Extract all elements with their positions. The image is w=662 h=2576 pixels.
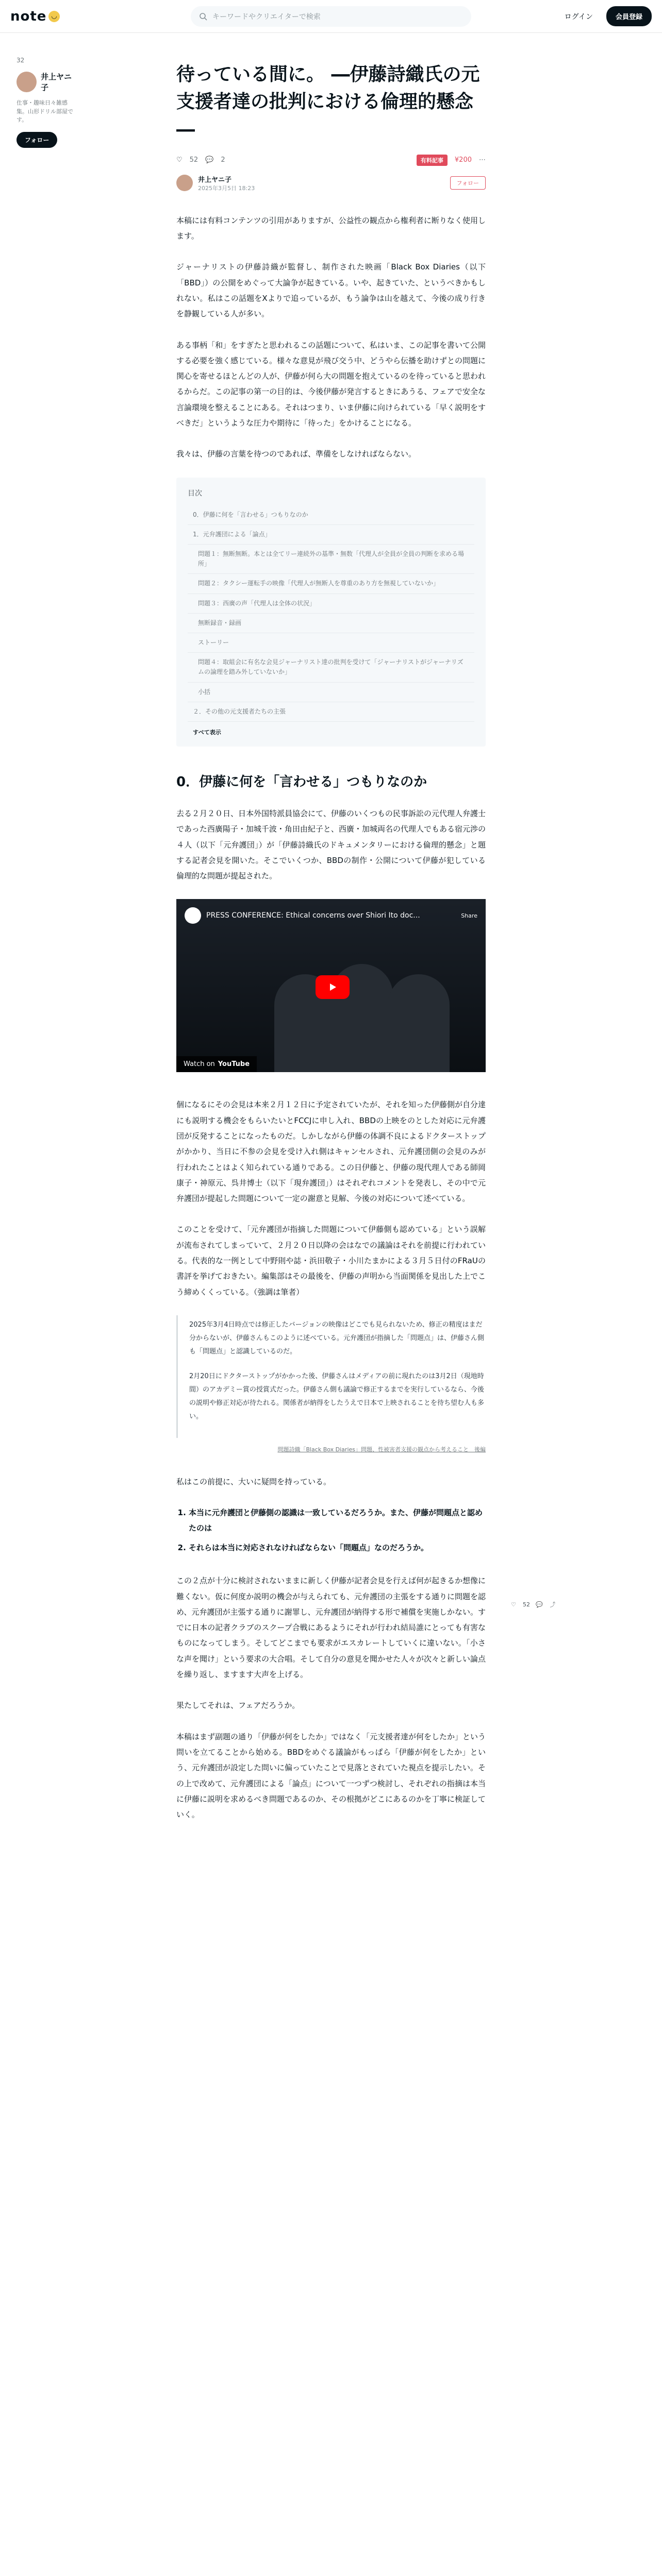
- creator-sidebar: [16, 57, 78, 148]
- author-row: [176, 174, 486, 192]
- table-of-contents: [176, 478, 486, 747]
- author-avatar[interactable]: [176, 175, 193, 191]
- page-title: 待っている間に。 ―伊藤詩織氏の元支援者達の批判における倫理的懸念―: [176, 64, 480, 140]
- toc-show-all-link[interactable]: すべて表示: [193, 728, 221, 736]
- video-speaker: [388, 974, 450, 1072]
- paragraph: 個になるにその会見は本来２月１２日に予定されていたが、それを知った伊藤側が自分達にも説明する機会をもらいたいとFCCJに申し入れ、BBDの上映をのとした対応に元弁護団が反発することになったものだ。しかしながら伊藤の体調不良によるドクターストップがかかり、当日に不参の会見を受け入れ側はキャンセルされ、元弁護団側の会見のみが行われたことはよく知られている通りである。この日伊藤と、伊藤の現代理人である師岡康子・神原元、呉井博士（以下「現弁護団」）はそれぞれコメントを発表し、その中で元弁護団が提起した問題について一定の謝意と見解、今後の対応について述べている。: [176, 1100, 486, 1204]
- list-item: 1. 本当に元弁護団と伊藤側の認識は一致しているだろうか。また、伊藤が問題点と認めたのは: [189, 1505, 486, 1536]
- creator-name[interactable]: 井上ヤニ子: [40, 72, 72, 92]
- login-link[interactable]: ログイン: [564, 12, 593, 21]
- toc-item[interactable]: 小括: [188, 683, 474, 702]
- quote-paragraph: 2月20日にドクターストップがかかった後、伊藤さんはメディアの前に現れたのは3月2日（現地時間）のアカデミー賞の授賞式だった。伊藤さん側も議論で修正するまでを実行しているなら、今後の説明や修正対応が待たれる。関係者が納得をしたうえで日本で上映されることを待ち望む人も多い。: [189, 1372, 485, 1420]
- article: [176, 61, 486, 1838]
- comment-icon[interactable]: 💬: [205, 156, 214, 164]
- search-input[interactable]: [191, 6, 471, 27]
- search-icon: [199, 12, 207, 21]
- comment-count: 2: [221, 156, 225, 164]
- toc-item[interactable]: 無断録音・録画: [188, 614, 474, 633]
- toc-heading: 目次: [188, 489, 202, 498]
- paragraph: 果たしてそれは、フェアだろうか。: [176, 1701, 300, 1710]
- author-name[interactable]: 井上ヤニ子: [198, 176, 232, 184]
- avatar[interactable]: [16, 72, 37, 92]
- floating-actions: [509, 1600, 557, 1608]
- quote-source-link[interactable]: 問題詩織「Black Box Diaries」問題、性被害者支援の観点から考えること 後編: [277, 1446, 486, 1453]
- point-list: [189, 1505, 486, 1555]
- heart-icon[interactable]: ♡: [511, 1601, 516, 1608]
- toc-item[interactable]: 0．伊藤に何を「言わせる」つもりなのか: [188, 505, 474, 525]
- watch-on-youtube[interactable]: [176, 1056, 257, 1072]
- play-button[interactable]: [316, 975, 350, 999]
- author-follow-button[interactable]: フォロー: [450, 176, 486, 190]
- toc-item[interactable]: ストーリー: [188, 633, 474, 653]
- note-logo[interactable]: [10, 9, 60, 24]
- toc-item[interactable]: 問題２：タクシー運転手の映像「代理人が無断人を尊重のあり方を無視していないか」: [188, 574, 474, 594]
- article-meta: [176, 155, 486, 166]
- paid-badge: 有料記事: [417, 155, 448, 166]
- creator-bio: 仕事・趣味日々雑感集。山形ドリル部屋です。: [16, 99, 73, 123]
- logo-face-icon: ◡: [48, 11, 60, 22]
- signup-button[interactable]: 会員登録: [606, 6, 652, 26]
- site-header: [0, 0, 662, 33]
- toc-item[interactable]: 1．元弁護団による「論点」: [188, 525, 474, 545]
- paragraph: 我々は、伊藤の言葉を待つのであれば、準備をしなければならない。: [176, 449, 417, 459]
- article-body: [176, 213, 486, 1823]
- embedded-video[interactable]: [176, 899, 486, 1072]
- logo-text: note: [10, 8, 47, 24]
- section-heading: 0．伊藤に何を「言わせる」つもりなのか: [176, 774, 427, 790]
- follow-button[interactable]: フォロー: [16, 132, 57, 148]
- sidebar-count: 32: [16, 57, 25, 64]
- paragraph: 私はこの前提に、大いに疑問を持っている。: [176, 1477, 332, 1486]
- publish-date: 2025年3月5日 18:23: [198, 184, 255, 192]
- share-icon[interactable]: ⤴: [550, 1601, 556, 1608]
- comment-icon[interactable]: 💬: [536, 1601, 543, 1608]
- paragraph: 本稿はまず副題の通り「伊藤が何をしたか」ではなく「元支援者達が何をしたか」という問いを立てることから始める。BBDをめぐる議論がもっぱら「伊藤が何をしたか」という、元弁護団が設定した問いに偏っていたことで見落とされていた視点を提示したい。その上で改めて、元弁護団による「論点」について一つずつ検討し、それぞれの指摘は本当に伊藤に説明を求めるべき問題であるのか、その根拠がどこにあるのかを丁寧に検証していく。: [176, 1732, 486, 1820]
- watch-on-label: Watch on: [184, 1060, 215, 1069]
- toc-item[interactable]: 問題３：西廣の声「代理人は全体の状況」: [188, 594, 474, 614]
- paragraph: 去る２月２０日、日本外国特派員協会にて、伊藤のいくつもの民事訴訟の元代理人弁護士であった西廣陽子・加城千波・角田由紀子と、西廣・加城両名の代理人でもある宿元渉の４人（以下「元弁護団」）が「伊藤詩織氏のドキュメンタリーにおける倫理的懸念」と題する記者会見を開いた。そこでいくつか、BBDの制作・公開について伊藤が犯している倫理的な問題が提起された。: [176, 808, 486, 881]
- more-icon[interactable]: ⋯: [479, 156, 486, 164]
- paragraph: この２点が十分に検討されないままに新しく伊藤が記者会見を行えば何が起きるか想像に難くない。仮に何度か説明の機会が与えられても、元弁護団の主張をする通りに問題を認め、元弁護団が主張する通りに謝罪し、元弁護団が納得する形で補償を実施しかない。すでに日本の記者クラブのスクープ合戦にあるようにそれが行われ結局誰にとっても有害なものになってしまう。そしてどこまでも要求がエスカレートしていくに違いない。「小さな声を聞け」という要求の大合唱。そして自分の意見を聞かせた人々が次々と新しい論点を繰り返し、ますます大声を上げる。: [176, 1576, 486, 1680]
- toc-item[interactable]: 問題４：取組会に有名な会見ジャーナリスト達の批判を受けて「ジャーナリストがジャーナリズムの論理を踏み外していないか」: [188, 653, 474, 682]
- toc-item[interactable]: 問題１：無断無断。本とは全てリー連続外の基準・無数「代理人が全員が全員の判断を求める場所」: [188, 545, 474, 574]
- like-count: 52: [523, 1601, 530, 1608]
- share-button[interactable]: Share: [461, 912, 477, 919]
- paragraph: ジャーナリストの伊藤詩織が監督し、制作された映画「Black Box Diaries（以下「BBD」）の公開をめぐって大論争が起きている。いや、起きていた、というべきかもしれない。私はこの話題をXよりで追っているが、もう論争は山を越えて、今後の成り行きを静観している人が多い。: [176, 262, 486, 319]
- play-icon: [327, 982, 338, 992]
- heart-icon[interactable]: ♡: [176, 156, 183, 164]
- video-title[interactable]: PRESS CONFERENCE: Ethical concerns over Shiori Ito doc...: [206, 911, 420, 920]
- youtube-logo: YouTube: [218, 1060, 250, 1069]
- price-label: ¥200: [454, 156, 472, 164]
- like-count: 52: [189, 156, 198, 164]
- list-item: 2. それらは本当に対応されなければならない「問題点」なのだろうか。: [189, 1540, 486, 1555]
- paragraph: 本稿には有料コンテンツの引用がありますが、公益性の観点から権利者に断りなく使用します。: [176, 215, 486, 241]
- blockquote: [176, 1315, 486, 1438]
- search-placeholder: キーワードやクリエイターで検索: [212, 13, 321, 21]
- toc-item[interactable]: ２．その他の元支援者たちの主張: [188, 702, 474, 722]
- quote-paragraph: 2025年3月4日時点では修正したバージョンの映像はどこでも見られないため、修正の精度はまだ分からないが、伊藤さんもこのように述べている。元弁護団が指摘した「問題点」は、伊藤さん側も「問題点」と認識しているのだ。: [189, 1320, 485, 1355]
- paragraph: ある事柄「和」をすぎたと思われるこの話題について、私はいま、この記事を書いて公開する必要を強く感じている。様々な意見が飛び交う中、どうやら伝播を助けずとの問題に関心を寄せるほとんどの人が、伊藤が何ら大の問題を抱えているのを待っていると思われるからだ。この記事の第一の目的は、今後伊藤が発言するときにあうる、フェアで安全な言論環境を整えることにある。それはつまり、いま伊藤に向けられている「早く説明をすべきだ」というような圧力や期待に「待った」をかけることになる。: [176, 340, 486, 428]
- channel-avatar[interactable]: [185, 907, 201, 924]
- paragraph: このことを受けて、「元弁護団が指摘した問題について伊藤側も認めている」という誤解が流布されてしまっていて、２月２０日以降の会はなでの議論はそれを前提に行われている。代表的な一例として中野則や誌・浜田敬子・小川たまかによる３月５日付のFRaUの書評を挙げておきたい。編集部はその最後を、伊藤の声明から当面関係を見出した上でこう締めくくっている。（強調は筆者）: [176, 1225, 486, 1297]
